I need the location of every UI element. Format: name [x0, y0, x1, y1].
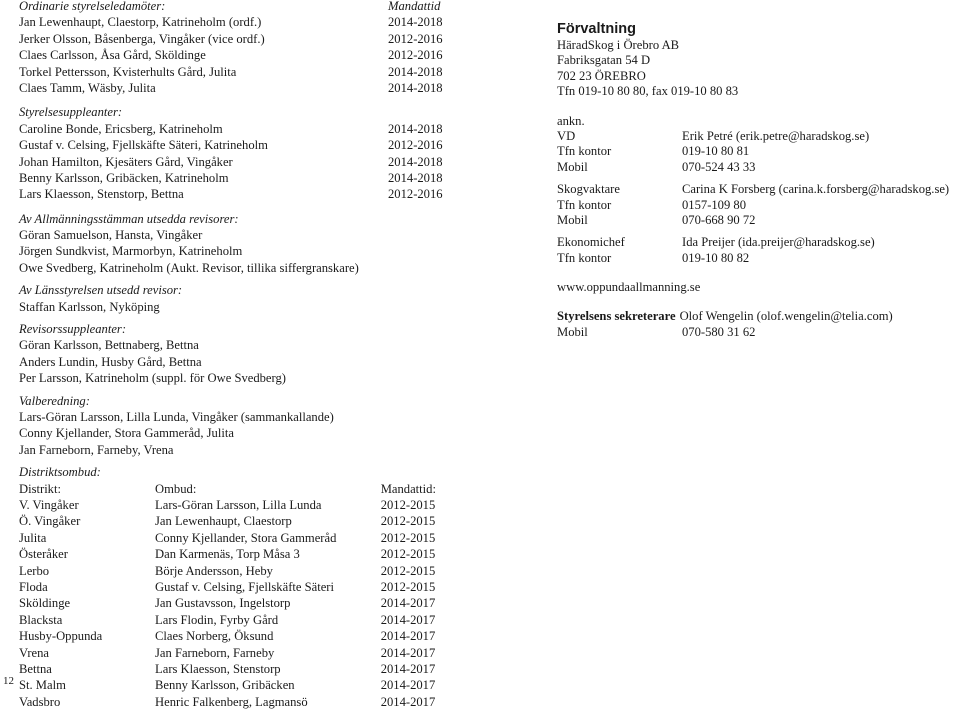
board-members [19, 14, 459, 96]
org-line: Tfn 019-10 80 80, fax 019-10 80 83 [557, 84, 739, 99]
member-name: Gustaf v. Celsing, Fjellskäfte Säteri, Katrineholm [19, 138, 268, 153]
member-name: Jerker Olsson, Båsenberga, Vingåker (vice ordf.) [19, 31, 265, 46]
member-name: Jan Lewenhaupt, Claestorp, Katrineholm (ordf.) [19, 15, 262, 30]
org-title: Förvaltning [557, 21, 636, 37]
attn-label: ankn. [557, 113, 585, 128]
deputy-member [19, 121, 459, 137]
county-auditor-heading: Av Länsstyrelsen utsedd revisor: [19, 283, 183, 298]
table-row [19, 530, 459, 546]
auditors-heading: Av Allmänningsstämman utsedda revisorer: [19, 211, 239, 226]
contact-label: Mobil [557, 159, 588, 174]
district-cell: Vadsbro [19, 694, 61, 709]
table-row [19, 677, 459, 693]
table-row [19, 628, 459, 644]
board-member [19, 31, 459, 47]
contact-label: Tfn kontor [557, 144, 612, 159]
contact-value: Erik Petré (erik.petre@haradskog.se) [682, 128, 870, 143]
deputy-member [19, 154, 459, 170]
secretary-label: Styrelsens sekreterare [557, 309, 676, 324]
mandate-cell: 2012-2015 [380, 579, 436, 594]
member-term: 2014-2018 [388, 170, 443, 185]
audit-deputy: Göran Karlsson, Bettnaberg, Bettna [19, 338, 199, 353]
district-cell: Ö. Vingåker [19, 514, 81, 529]
representative-cell: Gustaf v. Celsing, Fjellskäfte Säteri [155, 579, 334, 594]
left-column [19, 0, 459, 710]
member-term: 2014-2018 [388, 15, 443, 30]
representative-cell: Lars Klaesson, Stenstorp [155, 662, 281, 677]
org-line: Fabriksgatan 54 D [557, 53, 651, 68]
representative-cell: Lars-Göran Larsson, Lilla Lunda [155, 497, 322, 512]
secretary-mobile-row [557, 325, 957, 340]
member-name: Claes Tamm, Wäsby, Julita [19, 80, 156, 95]
contact-label: Skogvaktare [557, 182, 620, 197]
table-row [19, 513, 459, 529]
mandate-cell: 2012-2015 [380, 563, 436, 578]
district-cell: Bettna [19, 662, 52, 677]
contact-label: Ekonomichef [557, 235, 625, 250]
district-cell: Floda [19, 579, 48, 594]
board-member [19, 64, 459, 80]
deputies-heading: Styrelsesuppleanter: [19, 105, 123, 120]
contact-row [557, 160, 957, 175]
board-heading-row [19, 0, 459, 14]
representative-cell: Benny Karlsson, Gribäcken [155, 678, 295, 693]
contact-label: Tfn kontor [557, 250, 612, 265]
contact-label: VD [557, 128, 576, 143]
representative-cell: Jan Farneborn, Farneby [155, 645, 275, 660]
table-row [19, 563, 459, 579]
representative-cell: Henric Falkenberg, Lagmansö [155, 694, 308, 709]
county-auditor: Staffan Karlsson, Nyköping [19, 299, 160, 314]
table-row [19, 497, 459, 513]
district-reps-table [19, 481, 459, 710]
contact-value: 0157-109 80 [682, 197, 747, 212]
deputy-member [19, 137, 459, 153]
member-name: Torkel Pettersson, Kvisterhults Gård, Julita [19, 64, 237, 79]
contact-row [557, 198, 957, 213]
board-heading: Ordinarie styrelseledamöter: [19, 0, 166, 13]
table-row [19, 579, 459, 595]
org-line: HäradSkog i Örebro AB [557, 38, 680, 52]
district-cell: Sköldinge [19, 596, 71, 611]
deputy-member [19, 170, 459, 186]
contact-value: Ida Preijer (ida.preijer@haradskog.se) [682, 235, 875, 250]
district-cell: Österåker [19, 547, 68, 562]
member-term: 2012-2016 [388, 138, 443, 153]
board-member [19, 14, 459, 30]
member-term: 2014-2018 [388, 121, 443, 136]
member-term: 2012-2016 [388, 31, 443, 46]
org-line: 702 23 ÖREBRO [557, 68, 646, 83]
contact-row [557, 213, 957, 228]
board-member [19, 80, 459, 96]
table-row [19, 645, 459, 661]
district-cell: Husby-Oppunda [19, 629, 103, 644]
mandate-cell: 2014-2017 [380, 662, 436, 677]
contact-value: 070-668 90 72 [682, 212, 756, 227]
contact-value: 019-10 80 81 [682, 144, 750, 159]
nomination-member: Jan Farneborn, Farneby, Vrena [19, 442, 174, 457]
member-name: Caroline Bonde, Ericsberg, Katrineholm [19, 121, 223, 136]
representative-cell: Dan Karmenäs, Torp Måsa 3 [155, 547, 300, 562]
district-reps-heading: Distriktsombud: [19, 465, 101, 480]
mandate-cell: 2012-2015 [380, 514, 436, 529]
representative-cell: Jan Gustavsson, Ingelstorp [155, 596, 291, 611]
deputy-member [19, 186, 459, 202]
contact-row [557, 182, 957, 197]
secretary-row [557, 309, 957, 324]
district-cell: Vrena [19, 645, 50, 660]
mandate-cell: 2014-2017 [380, 694, 436, 709]
contact-row [557, 129, 957, 144]
contact-label: Tfn kontor [557, 197, 612, 212]
contact-value: 070-524 43 33 [682, 159, 756, 174]
member-term: 2012-2016 [388, 187, 443, 202]
member-name: Lars Klaesson, Stenstorp, Bettna [19, 187, 184, 202]
representative-cell: Lars Flodin, Fyrby Gård [155, 612, 279, 627]
representative-cell: Jan Lewenhaupt, Claestorp [155, 514, 292, 529]
contact-value: 019-10 80 82 [682, 250, 750, 265]
column-header: Mandattid: [380, 481, 436, 496]
column-header: Distrikt: [19, 481, 61, 496]
website-link[interactable]: www.oppundaallmanning.se [557, 280, 701, 295]
auditor: Owe Svedberg, Katrineholm (Aukt. Revisor, tillika siffergranskare) [19, 260, 359, 275]
member-name: Claes Carlsson, Åsa Gård, Sköldinge [19, 48, 206, 63]
board-member [19, 47, 459, 63]
page-number: 12 [3, 675, 14, 687]
contact-label: Mobil [557, 212, 588, 227]
district-cell: Julita [19, 530, 47, 545]
member-term: 2012-2016 [388, 48, 443, 63]
representative-cell: Claes Norberg, Öksund [155, 629, 274, 644]
mandate-cell: 2014-2017 [380, 678, 436, 693]
audit-deputy: Anders Lundin, Husby Gård, Bettna [19, 354, 202, 369]
member-name: Benny Karlsson, Gribäcken, Katrineholm [19, 170, 229, 185]
contact-label: Mobil [557, 324, 588, 339]
audit-deputies-heading: Revisorssuppleanter: [19, 322, 127, 337]
member-term: 2014-2018 [388, 80, 443, 95]
table-row [19, 595, 459, 611]
member-name: Johan Hamilton, Kjesäters Gård, Vingåker [19, 154, 233, 169]
contact-row [557, 235, 957, 250]
right-column [557, 20, 957, 340]
member-term: 2014-2018 [388, 64, 443, 79]
deputy-members [19, 121, 459, 203]
mandate-heading: Mandattid [388, 0, 441, 13]
table-header-row [19, 481, 459, 497]
audit-deputy: Per Larsson, Katrineholm (suppl. för Owe Svedberg) [19, 371, 286, 386]
column-header: Ombud: [155, 481, 197, 496]
table-row [19, 694, 459, 710]
contact-value: Carina K Forsberg (carina.k.forsberg@haradskog.se) [682, 182, 950, 197]
mandate-cell: 2012-2015 [380, 497, 436, 512]
table-row [19, 612, 459, 628]
mandate-cell: 2012-2015 [380, 547, 436, 562]
district-cell: V. Vingåker [19, 497, 79, 512]
secretary-value: Olof Wengelin (olof.wengelin@telia.com) [679, 309, 893, 324]
mandate-cell: 2014-2017 [380, 596, 436, 611]
district-cell: Blacksta [19, 612, 63, 627]
auditor: Göran Samuelson, Hansta, Vingåker [19, 228, 203, 243]
member-term: 2014-2018 [388, 154, 443, 169]
contact-row [557, 144, 957, 159]
district-cell: St. Malm [19, 678, 66, 693]
representative-cell: Börje Andersson, Heby [155, 563, 273, 578]
contact-value: 070-580 31 62 [682, 324, 756, 339]
table-row [19, 661, 459, 677]
nomination-member: Lars-Göran Larsson, Lilla Lunda, Vingåker (sammankallande) [19, 409, 334, 424]
mandate-cell: 2014-2017 [380, 629, 436, 644]
nomination-member: Conny Kjellander, Stora Gammeråd, Julita [19, 426, 234, 441]
district-cell: Lerbo [19, 563, 50, 578]
mandate-cell: 2014-2017 [380, 645, 436, 660]
mandate-cell: 2014-2017 [380, 612, 436, 627]
auditor: Jörgen Sundkvist, Marmorbyn, Katrineholm [19, 244, 243, 259]
nomination-heading: Valberedning: [19, 393, 90, 408]
mandate-cell: 2012-2015 [380, 530, 436, 545]
representative-cell: Conny Kjellander, Stora Gammeråd [155, 530, 337, 545]
table-row [19, 546, 459, 562]
contact-row [557, 251, 957, 266]
